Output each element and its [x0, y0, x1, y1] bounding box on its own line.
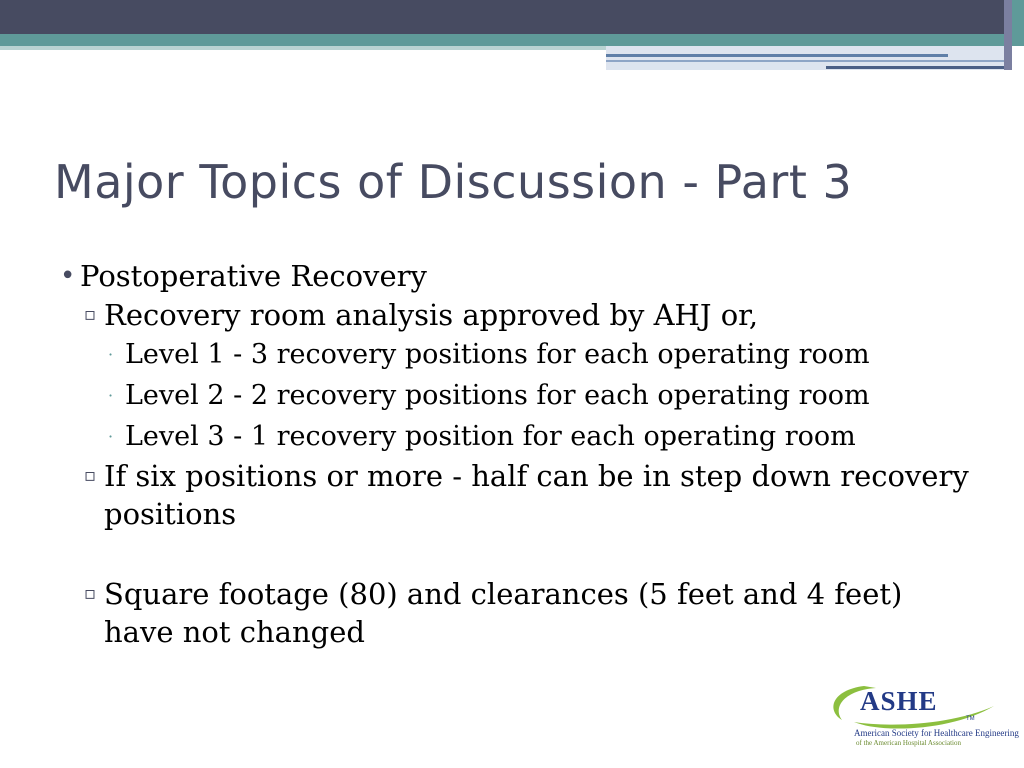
header-decoration-line [606, 60, 1006, 62]
header-band-teal [0, 34, 1024, 46]
small-dot-bullet-icon: · [108, 345, 114, 364]
logo-trademark: TM [966, 716, 975, 722]
logo-tagline: American Society for Healthcare Engineering [854, 728, 1019, 738]
bullet-item [60, 256, 980, 296]
bullet-text: Level 3 - 1 recovery position for each operating room [125, 421, 856, 452]
slide-title: Major Topics of Discussion - Part 3 [54, 155, 853, 209]
header-decoration-line [606, 54, 948, 57]
square-bullet-icon: ▫ [84, 304, 97, 325]
header-decoration-line [826, 66, 1006, 69]
bullet-item [60, 296, 980, 334]
logo-wordmark: ASHE [860, 686, 938, 716]
bullet-text: Recovery room analysis approved by AHJ or, [104, 298, 759, 332]
logo-subtagline: of the American Hospital Association [856, 739, 961, 747]
small-dot-bullet-icon: · [108, 386, 114, 405]
header-right-bar [1004, 0, 1012, 70]
bullet-item [60, 575, 980, 651]
spacer [60, 533, 980, 575]
header-band-dark [0, 0, 1024, 34]
header-right-bar [1012, 0, 1024, 46]
square-bullet-icon: ▫ [84, 465, 97, 486]
ashe-logo [824, 676, 1019, 754]
bullet-item [60, 375, 980, 416]
slide-content [60, 256, 980, 651]
bullet-text: Square footage (80) and clearances (5 feet and 4 feet) have not changed [104, 577, 903, 649]
bullet-item [60, 416, 980, 457]
bullet-text: Postoperative Recovery [80, 259, 427, 293]
square-bullet-icon: ▫ [84, 583, 97, 604]
small-dot-bullet-icon: · [108, 427, 114, 446]
bullet-text: Level 1 - 3 recovery positions for each operating room [125, 339, 870, 370]
bullet-text: Level 2 - 2 recovery positions for each operating room [125, 380, 870, 411]
bullet-text: If six positions or more - half can be in step down recovery positions [104, 459, 969, 531]
bullet-item [60, 334, 980, 375]
bullet-dot-icon: • [60, 261, 76, 291]
bullet-item [60, 457, 980, 533]
header-band-teal-light [0, 46, 606, 50]
